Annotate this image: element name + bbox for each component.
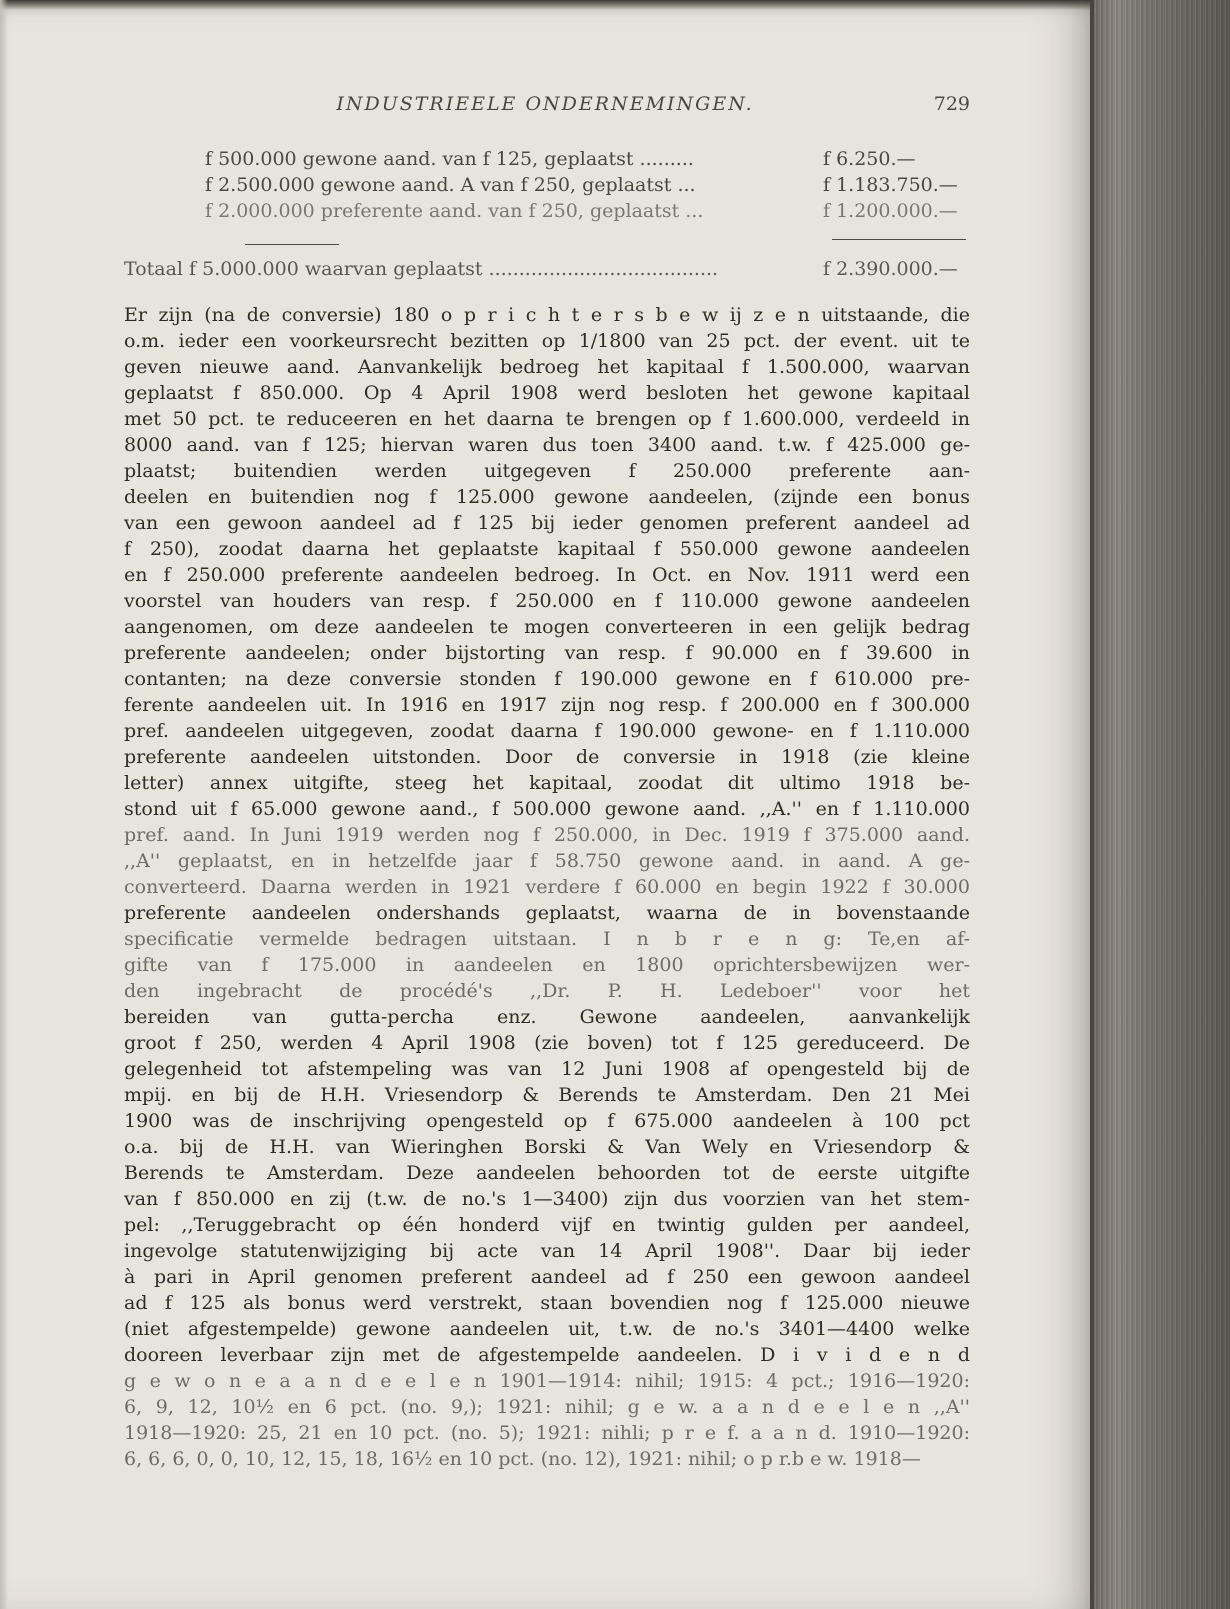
capital-row-amount: f 1.183.750.— bbox=[823, 174, 958, 196]
text-line: voorstel van houders van resp. f 250.000 en f 110.000 gewone aandeelen bbox=[124, 590, 970, 612]
text-line: f 250), zoodat daarna het geplaatste kapitaal f 550.000 gewone aandeelen bbox=[124, 538, 970, 560]
text-line: ad f 125 als bonus werd verstrekt, staan bovendien nog f 125.000 nieuwe bbox=[124, 1292, 970, 1314]
body-text bbox=[124, 302, 970, 1472]
text-line: van f 850.000 en zij (t.w. de no.'s 1—3400) zijn dus voorzien van het stem- bbox=[124, 1188, 970, 1210]
text-line: converteerd. Daarna werden in 1921 verdere f 60.000 en begin 1922 f 30.000 bbox=[124, 876, 970, 898]
text-line: preferente aandeelen uitstonden. Door de conversie in 1918 (zie kleine bbox=[124, 746, 970, 768]
text-line: o.a. bij de H.H. van Wieringhen Borski & Van Wely en Vriesendorp & bbox=[124, 1136, 970, 1158]
text-line: deelen en buitendien nog f 125.000 gewone aandeelen, (zijnde een bonus bbox=[124, 486, 970, 508]
text-line: 8000 aand. van f 125; hiervan waren dus toen 3400 aand. t.w. f 425.000 ge- bbox=[124, 434, 970, 456]
text-line: stond uit f 65.000 gewone aand., f 500.000 gewone aand. ,,A.'' en f 1.110.000 bbox=[124, 798, 970, 820]
capital-row-amount: f 6.250.— bbox=[823, 148, 916, 170]
text-line: pref. aandeelen uitgegeven, zoodat daarna f 190.000 gewone- en f 1.110.000 bbox=[124, 720, 970, 742]
text-line: groot f 250, werden 4 April 1908 (zie boven) tot f 125 gereduceerd. De bbox=[124, 1032, 970, 1054]
text-line: à pari in April genomen preferent aandeel ad f 250 een gewoon aandeel bbox=[124, 1266, 970, 1288]
text-line: contanten; na deze conversie stonden f 190.000 gewone en f 610.000 pre- bbox=[124, 668, 970, 690]
capital-total-description: Totaal f 5.000.000 waarvan geplaatst ...................................... bbox=[124, 258, 719, 280]
text-line: Er zijn (na de conversie) 180 o p r i c h t e r s b e w ij z e n uitstaande, die bbox=[124, 304, 970, 326]
text-line: specificatie vermelde bedragen uitstaan. I n b r e n g: Te,en af- bbox=[124, 928, 970, 950]
text-line: ,,A'' geplaatst, en in hetzelfde jaar f 58.750 gewone aand. in aand. A ge- bbox=[124, 850, 970, 872]
text-line: geplaatst f 850.000. Op 4 April 1908 werd besloten het gewone kapitaal bbox=[124, 382, 970, 404]
capital-row-description: f 500.000 gewone aand. van f 125, geplaatst ......... bbox=[205, 148, 694, 170]
capital-row bbox=[205, 200, 970, 226]
text-line: met 50 pct. te reduceeren en het daarna te brengen op f 1.600.000, verdeeld in bbox=[124, 408, 970, 430]
capital-row bbox=[205, 174, 970, 200]
text-line: 1918—1920: 25, 21 en 10 pct. (no. 5); 1921: nihli; p r e f. a a n d. 1910—1920: bbox=[124, 1422, 970, 1444]
page-left-edge bbox=[0, 0, 8, 1609]
text-line: gelegenheid tot afstempeling was van 12 Juni 1908 af opengesteld bij de bbox=[124, 1058, 970, 1080]
page-top-shadow bbox=[0, 0, 1230, 10]
text-line: (niet afgestempelde) gewone aandeelen uit, t.w. de no.'s 3401—4400 welke bbox=[124, 1318, 970, 1340]
capital-total-row bbox=[124, 258, 970, 284]
text-line: en f 250.000 preferente aandeelen bedroeg. In Oct. en Nov. 1911 werd een bbox=[124, 564, 970, 586]
text-line: g e w o n e a a n d e e l e n 1901—1914: nihil; 1915: 4 pct.; 1916—1920: bbox=[124, 1370, 970, 1392]
text-line: geven nieuwe aand. Aanvankelijk bedroeg het kapitaal f 1.500.000, waarvan bbox=[124, 356, 970, 378]
text-line: pref. aand. In Juni 1919 werden nog f 250.000, in Dec. 1919 f 375.000 aand. bbox=[124, 824, 970, 846]
text-line: aangenomen, om deze aandeelen te mogen converteeren in een gelijk bedrag bbox=[124, 616, 970, 638]
text-line: 1900 was de inschrijving opengesteld op f 675.000 aandeelen à 100 pct bbox=[124, 1110, 970, 1132]
total-rule-right bbox=[832, 239, 966, 240]
book-spine-edge bbox=[1090, 0, 1094, 1609]
text-line: ingevolge statutenwijziging bij acte van 14 April 1908''. Daar bij ieder bbox=[124, 1240, 970, 1262]
total-rule-left bbox=[245, 244, 339, 245]
text-line: Berends te Amsterdam. Deze aandeelen behoorden tot de eerste uitgifte bbox=[124, 1162, 970, 1184]
text-line: van een gewoon aandeel ad f 125 bij ieder genomen preferent aandeel ad bbox=[124, 512, 970, 534]
text-line: den ingebracht de procédé's ,,Dr. P. H. Ledeboer'' voor het bbox=[124, 980, 970, 1002]
text-line: pel: ,,Teruggebracht op één honderd vijf en twintig gulden per aandeel, bbox=[124, 1214, 970, 1236]
text-line: o.m. ieder een voorkeursrecht bezitten op 1/1800 van 25 pct. der event. uit te bbox=[124, 330, 970, 352]
text-line: 6, 9, 12, 10½ en 6 pct. (no. 9,); 1921: nihil; g e w. a a n d e e l e n ,,A'' bbox=[124, 1396, 970, 1418]
text-line: plaatst; buitendien werden uitgegeven f 250.000 preferente aan- bbox=[124, 460, 970, 482]
capital-row-description: f 2.000.000 preferente aand. van f 250, geplaatst ... bbox=[205, 200, 704, 222]
text-line: bereiden van gutta-percha enz. Gewone aandeelen, aanvankelijk bbox=[124, 1006, 970, 1028]
page-number: 729 bbox=[933, 93, 970, 115]
text-line: gifte van f 175.000 in aandeelen en 1800 oprichtersbewijzen wer- bbox=[124, 954, 970, 976]
book-spine bbox=[1090, 0, 1230, 1609]
running-header bbox=[120, 93, 970, 123]
text-line: preferente aandeelen; onder bijstorting van resp. f 90.000 en f 39.600 in bbox=[124, 642, 970, 664]
text-line: letter) annex uitgifte, steeg het kapitaal, zoodat dit ultimo 1918 be- bbox=[124, 772, 970, 794]
capital-row bbox=[205, 148, 970, 174]
text-line: 6, 6, 6, 0, 0, 10, 12, 15, 18, 16½ en 10 pct. (no. 12), 1921: nihil; o p r.b e w. 1918— bbox=[124, 1448, 921, 1470]
text-line: mpij. en bij de H.H. Vriesendorp & Berends te Amsterdam. Den 21 Mei bbox=[124, 1084, 970, 1106]
text-line: ferente aandeelen uit. In 1916 en 1917 zijn nog resp. f 200.000 en f 300.000 bbox=[124, 694, 970, 716]
text-line: dooreen leverbaar zijn met de afgestempelde aandeelen. D i v i d e n d bbox=[124, 1344, 970, 1366]
capital-row-description: f 2.500.000 gewone aand. A van f 250, geplaatst ... bbox=[205, 174, 696, 196]
text-line: preferente aandeelen ondershands geplaatst, waarna de in bovenstaande bbox=[124, 902, 970, 924]
capital-total-amount: f 2.390.000.— bbox=[823, 258, 958, 280]
running-title: INDUSTRIEELE ONDERNEMINGEN. bbox=[336, 93, 754, 115]
capital-row-amount: f 1.200.000.— bbox=[823, 200, 958, 222]
